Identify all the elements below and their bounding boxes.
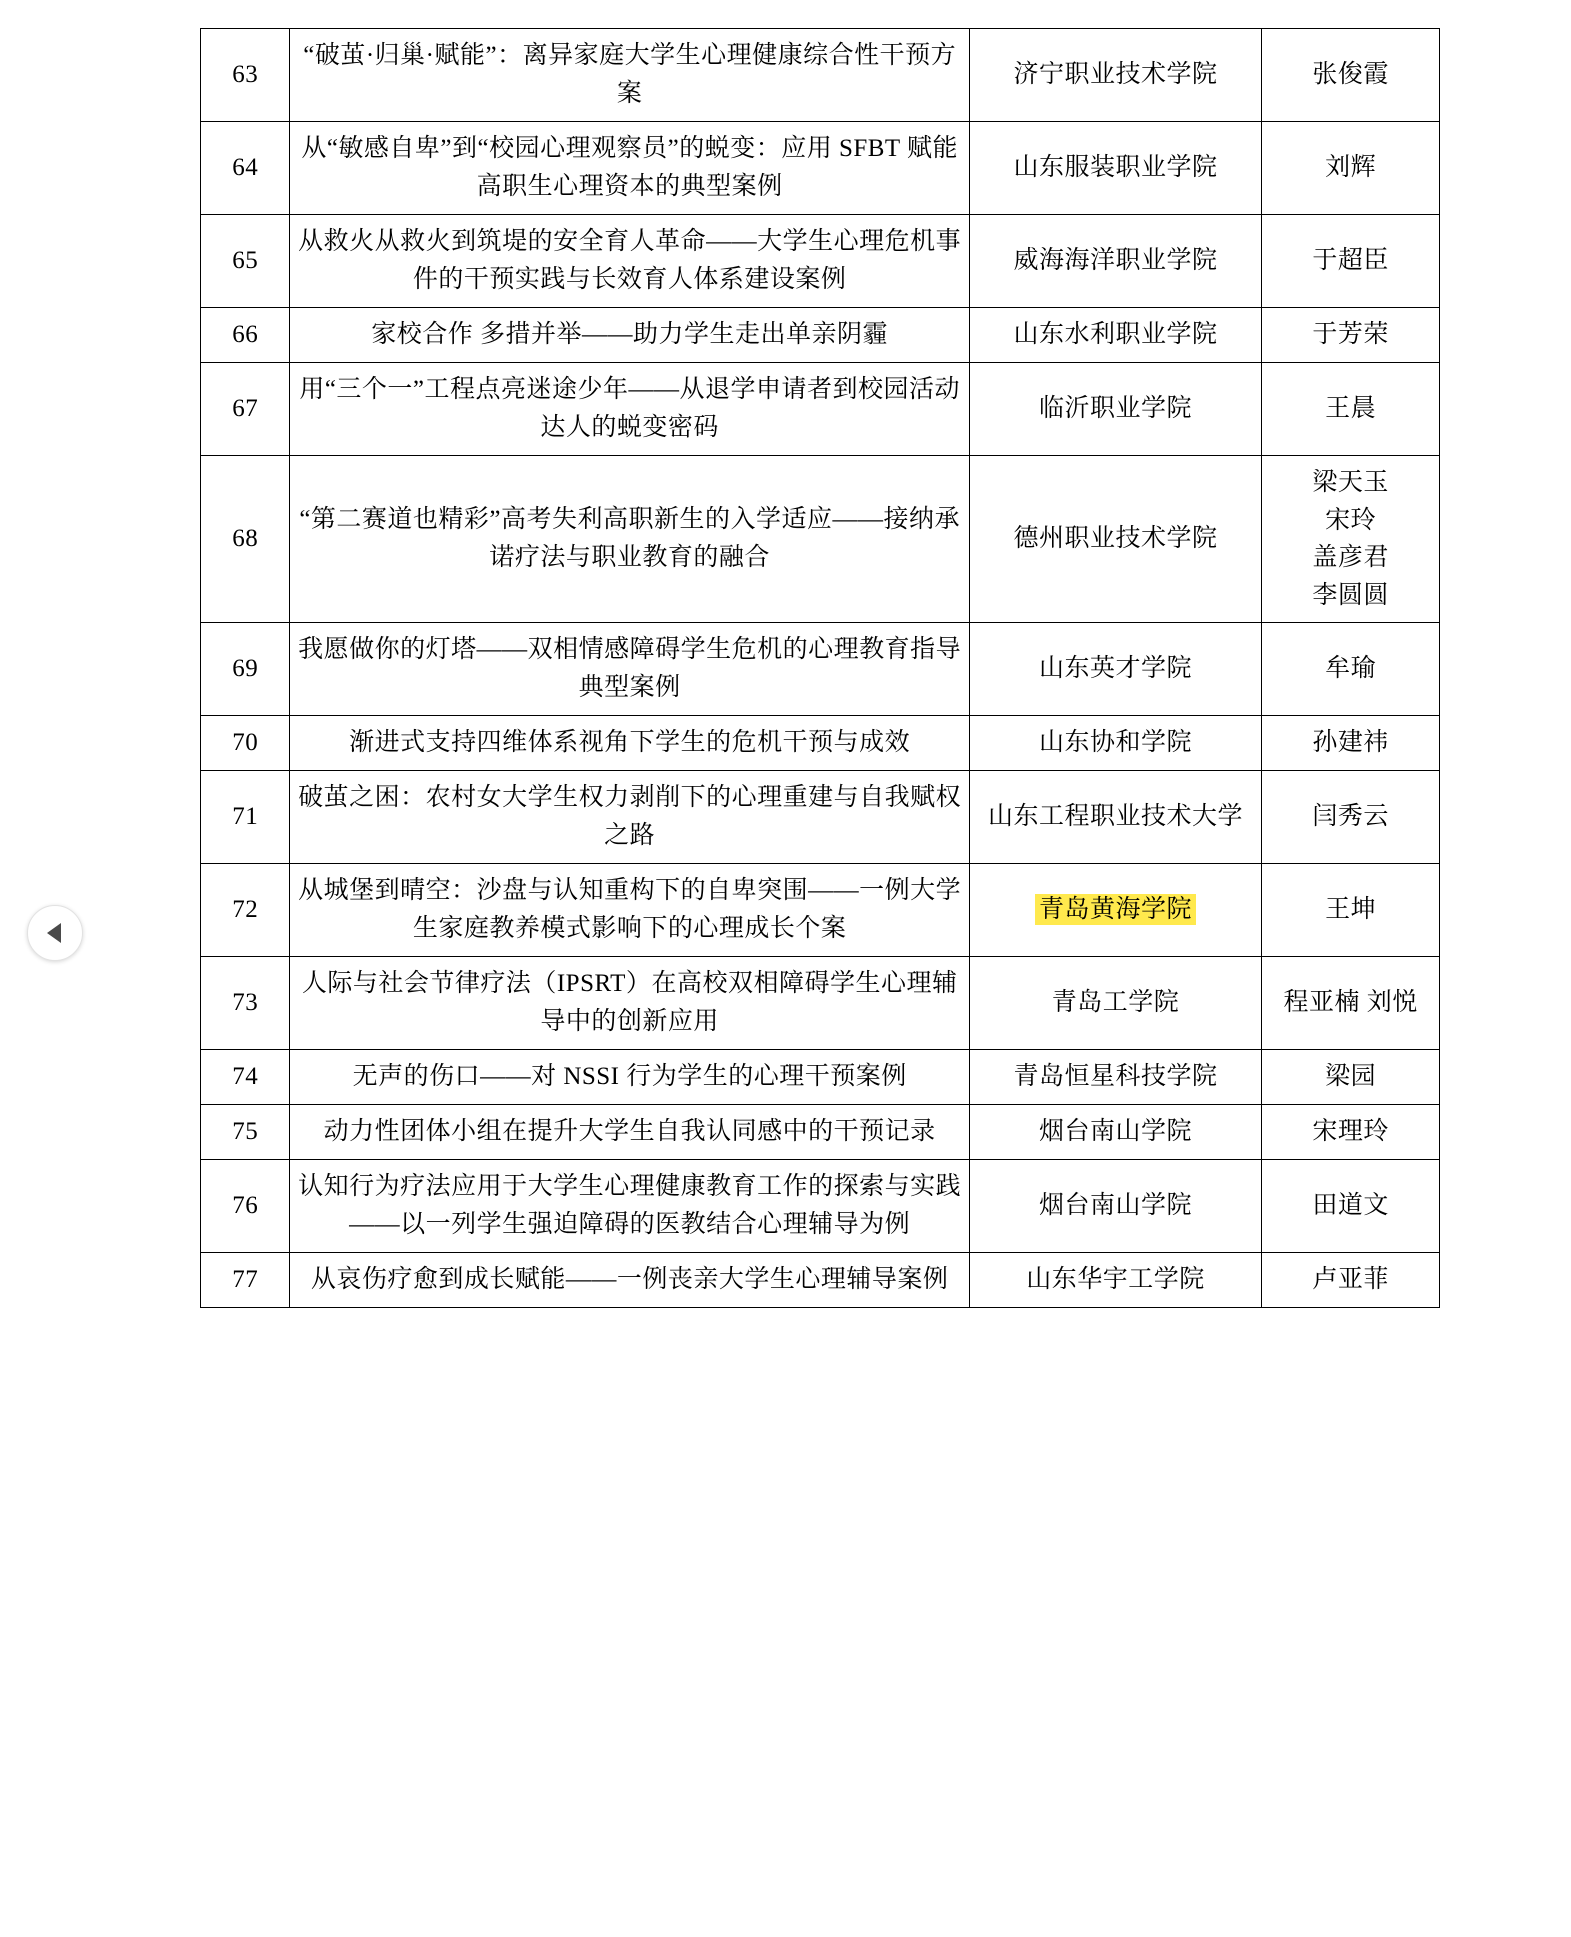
award-case-table (200, 28, 1440, 1308)
case-title: 认知行为疗法应用于大学生心理健康教育工作的探索与实践——以一列学生强迫障碍的医教结合心理辅导为例 (290, 1160, 969, 1253)
organization: 山东英才学院 (969, 623, 1261, 716)
authors: 牟瑜 (1262, 623, 1440, 716)
table-row (201, 623, 1440, 716)
row-number: 69 (201, 623, 290, 716)
organization: 山东服装职业学院 (969, 122, 1261, 215)
row-number: 75 (201, 1105, 290, 1160)
authors: 于超臣 (1262, 215, 1440, 308)
authors: 宋理玲 (1262, 1105, 1440, 1160)
authors: 刘辉 (1262, 122, 1440, 215)
table-row (201, 308, 1440, 363)
author-name: 梁天玉 (1312, 469, 1389, 496)
row-number: 66 (201, 308, 290, 363)
row-number: 71 (201, 771, 290, 864)
row-number: 63 (201, 29, 290, 122)
organization: 青岛工学院 (969, 957, 1261, 1050)
case-title: 从救火从救火到筑堤的安全育人革命——大学生心理危机事件的干预实践与长效育人体系建设案例 (290, 215, 969, 308)
case-title: 从城堡到晴空：沙盘与认知重构下的自卑突围——一例大学生家庭教养模式影响下的心理成长个案 (290, 864, 969, 957)
authors: 梁园 (1262, 1050, 1440, 1105)
authors (1262, 456, 1440, 623)
chevron-left-icon (47, 923, 61, 943)
case-title: “第二赛道也精彩”高考失利高职新生的入学适应——接纳承诺疗法与职业教育的融合 (290, 456, 969, 623)
case-title: 无声的伤口——对 NSSI 行为学生的心理干预案例 (290, 1050, 969, 1105)
authors: 闫秀云 (1262, 771, 1440, 864)
authors: 王晨 (1262, 363, 1440, 456)
authors: 卢亚菲 (1262, 1253, 1440, 1308)
table-row (201, 29, 1440, 122)
table-row (201, 1160, 1440, 1253)
authors: 于芳荣 (1262, 308, 1440, 363)
author-name: 李圆圆 (1312, 581, 1389, 609)
organization-highlighted (969, 864, 1261, 957)
case-title: 破茧之困：农村女大学生权力剥削下的心理重建与自我赋权之路 (290, 771, 969, 864)
case-title: 我愿做你的灯塔——双相情感障碍学生危机的心理教育指导典型案例 (290, 623, 969, 716)
row-number: 77 (201, 1253, 290, 1308)
table-row (201, 957, 1440, 1050)
author-list (1268, 464, 1433, 614)
table-row (201, 864, 1440, 957)
row-number: 72 (201, 864, 290, 957)
case-title: 家校合作 多措并举——助力学生走出单亲阴霾 (290, 308, 969, 363)
organization: 山东工程职业技术大学 (969, 771, 1261, 864)
table-row (201, 363, 1440, 456)
case-title: 从哀伤疗愈到成长赋能——一例丧亲大学生心理辅导案例 (290, 1253, 969, 1308)
case-title: 用“三个一”工程点亮迷途少年——从退学申请者到校园活动达人的蜕变密码 (290, 363, 969, 456)
organization: 德州职业技术学院 (969, 456, 1261, 623)
organization: 山东华宇工学院 (969, 1253, 1261, 1308)
organization: 青岛恒星科技学院 (969, 1050, 1261, 1105)
authors: 田道文 (1262, 1160, 1440, 1253)
table-row (201, 771, 1440, 864)
table-row (201, 716, 1440, 771)
table-row (201, 1050, 1440, 1105)
author-name: 宋玲 (1325, 506, 1377, 534)
organization: 山东水利职业学院 (969, 308, 1261, 363)
organization: 烟台南山学院 (969, 1105, 1261, 1160)
table-row (201, 215, 1440, 308)
author-name: 盖彦君 (1312, 544, 1389, 571)
table-row (201, 1105, 1440, 1160)
table-row (201, 1253, 1440, 1308)
case-title: 从“敏感自卑”到“校园心理观察员”的蜕变：应用 SFBT 赋能高职生心理资本的典型案例 (290, 122, 969, 215)
row-number: 67 (201, 363, 290, 456)
organization: 临沂职业学院 (969, 363, 1261, 456)
case-title: “破茧·归巢·赋能”：离异家庭大学生心理健康综合性干预方案 (290, 29, 969, 122)
case-title: 渐进式支持四维体系视角下学生的危机干预与成效 (290, 716, 969, 771)
organization: 烟台南山学院 (969, 1160, 1261, 1253)
row-number: 70 (201, 716, 290, 771)
row-number: 68 (201, 456, 290, 623)
table-row (201, 456, 1440, 623)
row-number: 76 (201, 1160, 290, 1253)
organization: 山东协和学院 (969, 716, 1261, 771)
row-number: 73 (201, 957, 290, 1050)
row-number: 74 (201, 1050, 290, 1105)
case-title: 动力性团体小组在提升大学生自我认同感中的干预记录 (290, 1105, 969, 1160)
authors: 程亚楠 刘悦 (1262, 957, 1440, 1050)
authors: 孙建祎 (1262, 716, 1440, 771)
table-row (201, 122, 1440, 215)
row-number: 64 (201, 122, 290, 215)
table-body (201, 29, 1440, 1308)
row-number: 65 (201, 215, 290, 308)
authors: 张俊霞 (1262, 29, 1440, 122)
organization: 威海海洋职业学院 (969, 215, 1261, 308)
highlight-mark: 青岛黄海学院 (1035, 894, 1196, 925)
organization: 济宁职业技术学院 (969, 29, 1261, 122)
prev-page-button[interactable] (27, 905, 83, 961)
case-title: 人际与社会节律疗法（IPSRT）在高校双相障碍学生心理辅导中的创新应用 (290, 957, 969, 1050)
authors: 王坤 (1262, 864, 1440, 957)
